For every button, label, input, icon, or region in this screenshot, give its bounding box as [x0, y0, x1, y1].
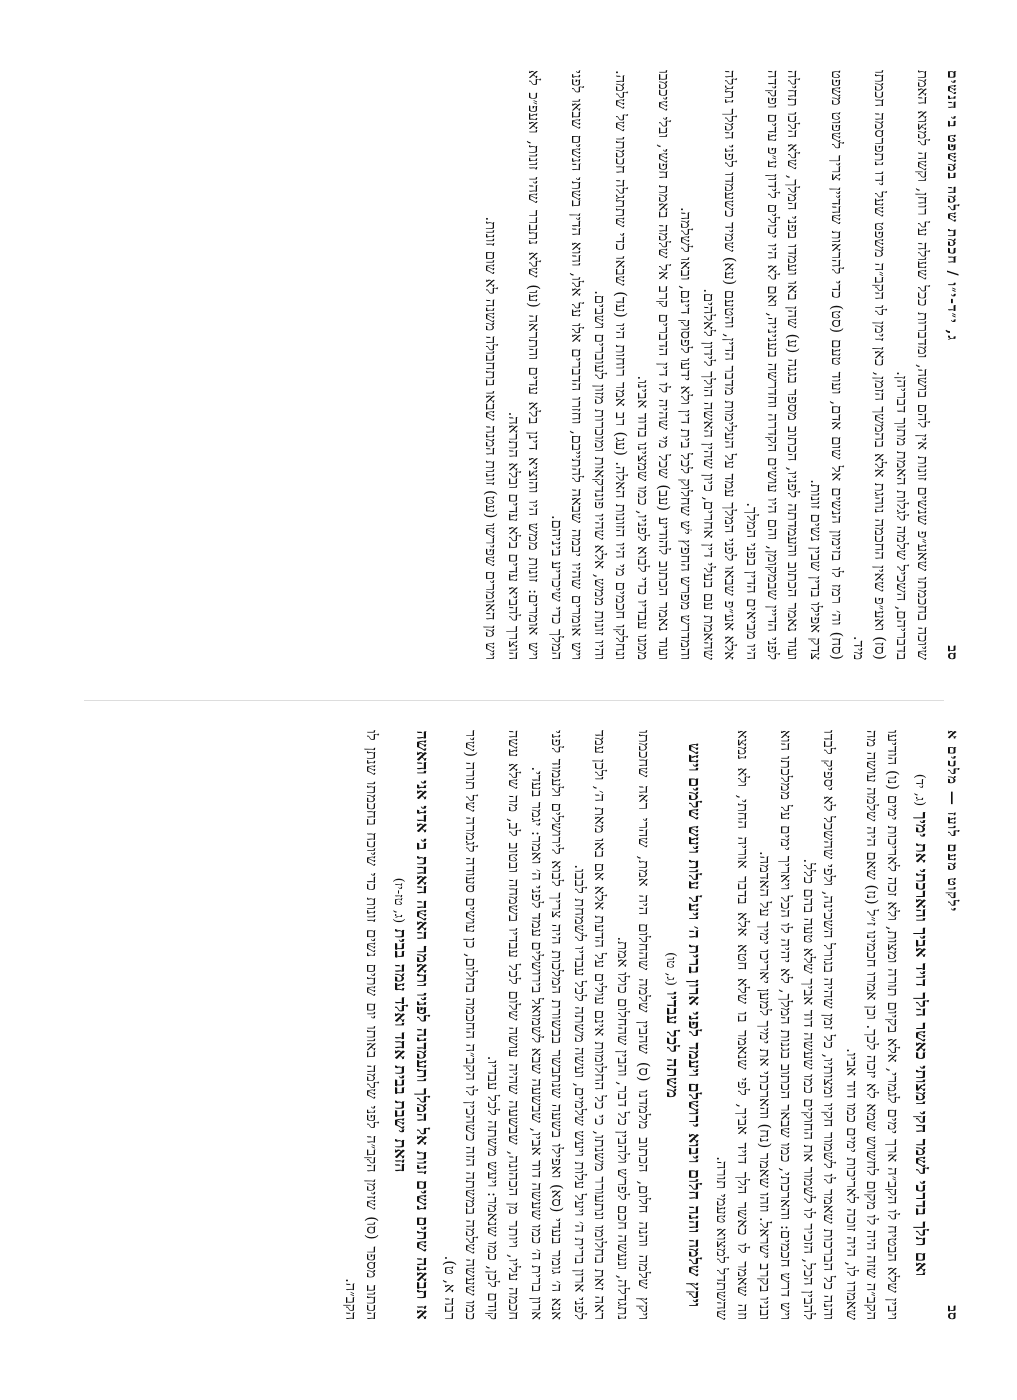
- paragraph: (סז) ואע״פ שאין החכמה נוהגת אלא בהמשך הזמן, כאן זימן לו הקב״ה משפט שעל ידו נתפרסמה חכמתו מיד.: [849, 70, 888, 660]
- right-page: [52, 730, 962, 1320]
- paragraph: ועוד נאמר הכתוב והעמדתה לפניו, הכתוב מספר בגנה (ע) שהן באו ועמדו בפני המלך, שלא הלכו תחילה לפני הדיין שבמקומן, והם היו עושים הקדרה וחדרשה בעניניה, ואם לא היו יכולים לידון ע״פ עדים ופקידה היו מביאים הדין בפני המלך.: [742, 70, 801, 660]
- paragraph: ויקץ שלמה והנה חלום, הכתוב מלמדנו (ס) שהבין שלמה שהחלום היה אמת, שהרי ראה שחכמתו נתגדלה, ונעשה חכם לפרש ולהבין כל דבר, והבין שהחלום כולו אמת.: [613, 730, 652, 1320]
- paragraph: ויבין שלא הבטיח לו הקב״ה ארך ימים לגמרי, אלא בקיום תורה ומצות, ולא זכה לאריכות ימים (נו) הודיעו הקב״ה שזה היה לו מקום לחשוש שמא לא יזכה לכך. וכן אמרו חכמינו ז״ל (נז) שאם היה שלמה עושה מה שאמרו לו, היה זוכה לאריכות ימים כמו דוד אביו.: [842, 730, 901, 1320]
- paragraph: הכתוב מספר (סו) שזימן הקב״ה לפני שלמה באותו יום שתים נשים זונות כדי שיוכח בחכמתו שנתן לו הקב״ה.: [341, 730, 380, 1320]
- paragraph: אלא אע״פ שבאו לפני המלך עמד על העלימות מדבר הדין, והטעם (עא) שמיד כשעמדו לפני המלך נתגלה שהאמת עם בעלי דין אחרים, כיון שהין האשה הולך לידון לאלהים.: [699, 70, 738, 660]
- paragraph: והמדרש מפרש החפץ ישׁ שחלוק לכל בית דין ולא ידעו לפסוק דינם, ובאו לשלמה.: [676, 206, 694, 660]
- verse-text: ואם תלך בדרכי לשמר חקי ומצותי כאשר הלך דויד אביך והארכתי את ימיך: [911, 811, 931, 1277]
- left-page-header: [940, 70, 962, 660]
- paragraph: (סח) וה׳ רמז לו בזימון הנשים אל שום אדם, ועוד טעם (סט) כדי להראות שהדיין צריך לשפוט משפט צדק אפילו בדין שבין נשים זונות.: [806, 70, 845, 660]
- paragraph: חכמה עליו, ויותר מן הכהונה, שבשעה שהיה עושה שלום לכל עבדיו בשמחה ובטוב לב, מה שלא עשה קודם לכן, כמו שנאמר: ויעש משתה לכל עבדיו.: [484, 730, 522, 1320]
- paragraph: כמו שעשה שלמה במשתה הזה כשהכין לו הקב״ה החכמה בחלום, כן עושים סעודה לגמרה של תורה (שיר רבה א, ט).: [440, 730, 479, 1320]
- gutter: [84, 700, 944, 701]
- verse-text: ויקץ שלמה והנה חלום ויבוא ירושלם ויעמד לפני ארון ברית ה׳ ויעל עלות ויעש שלמים ויעש משתה לכל עבדיו: [662, 742, 704, 1308]
- right-page-title: ילקוט מעם לועז — מלכים א: [943, 730, 960, 913]
- left-page: [52, 70, 962, 660]
- verse-source: (ג, טו): [662, 952, 678, 986]
- paragraph: שיוכה בחכמתו שאע״פ שנשים זונות אין להם בושה, ומדברות ככל שעולה על רוחן, וקשה למצוא האמת בדבריהם, השכיל שלמה לגלות האמת מתוך דבריהן.: [892, 70, 931, 660]
- paragraph: ונחלקו חכמים מי היו הזונות האלה. (עג) רב אמר רוחות היו (עד) שבאו כדי שתתגלה חכמתו של שלמה. והיו זונות ממש, אלא שהיו פונדקאות ומוכרות מזון לעוברים ושבים.: [590, 70, 629, 660]
- paragraph: וזה שאמר לו כאשר הלך דויד אביך, לפי שנאמר בו שלא חטא אלא בדבר אוריה החתי, ולא נמצא שהשתדל למצוא טעמי תורה.: [712, 730, 751, 1320]
- paragraph: ועוד נאמר הכתוב להודיע (עב) שכל מי שהיה לו דין הדברים קרב אל שלמה באמת חפשי, ובלי שיכמבו ממנו עבדיו כדי לבוא לפניו, כמו שמצינו בדוד אבינו.: [633, 70, 672, 660]
- left-page-number: סב: [943, 645, 960, 660]
- right-page-header: [940, 730, 962, 1320]
- book-spread: [34, 40, 984, 1360]
- left-page-title: ג, י״ד-י״ו / חכמת שלמה במשפט בי הנשים: [943, 70, 960, 341]
- verse-heading: [386, 730, 432, 1320]
- paragraph: ויש דרש חכמים: והארכתי, כמו שבאר הכתוב בגנות המלך, לא יהיה לו הכל ויאריך ימים על ממלכתו הוא ובניו בקרב ישראל. וזהו שאמר (נח) והארכתי את ימיך למען יאריכו ימיך על האדמה.: [755, 730, 794, 1320]
- right-page-number: סב: [943, 1305, 960, 1320]
- paragraph: ויש מן האומרים שפירשו (עט) זונות המנה שבאו בתחבולה משנה לא שום זונות.: [481, 216, 499, 660]
- paragraph: אנא ה׳ גומר בעדי (סא) ואפילו בשעה שנתבשר בבשורת המלכות היה צריך לבוא לירושלים ולעמוד לפני ארון ברית ה׳ כמו שעשה דוד אביו, שבשעה שבא לשמואל בירושלים עמד לפני ה׳ ואמר: יגמר בעדי.: [527, 730, 565, 1320]
- paragraph: ראה זאת בחלומו ונתעורר משנתו, כי כל החלומות אינם עולים על הדעת אלא אם באו מאת ה׳, ולכן עמד לפני ארון ברית ה׳ ויעל עלות ויעש שלמים, ועשה משתה לכל עבדיו לשמחת לבבו.: [570, 730, 608, 1320]
- verse-source: (ג, טז-יז): [390, 877, 406, 924]
- verse-heading: [658, 730, 704, 1320]
- paragraph: ויש אומרים: זונות ממש היו והוציא דינן בלא עדים והתראה (עו) שלא נתברר שהיו זונות, ואעפ״כ לא הוצרך להביא עדים בלא עדים ובלא התראה.: [504, 70, 542, 660]
- paragraph: ויש אומרים שהיו יבמה שבאה להתייבם, וחזרו הדברים אלו על אלו, והוא הדין בשתי הנשים שבאו לפני המלך כדי שיכריע ביניהם.: [547, 70, 585, 660]
- verse-source: (ג, יד): [911, 773, 927, 807]
- verse-text: אז תבאנה שתים נשים זנות אל המלך ותעמדנה לפניו ותאמר האשה האחת בי אדני אני והאשה הזאת ישבת בבית אחד ואלד עמה בבית: [390, 730, 432, 1320]
- rotated-spread: [34, 40, 984, 1360]
- paragraph: והנה כל הברכות שאמר לו לשמור חקיו ומצותיו, כל זמן שהיה בגורל השכינה, ולפי שהשכל לא יספיק לבדו להבין הכל, הזכיר לו לשמור את החוקים כמו שעשה דוד אביך שלא טעה בהם כלל.: [799, 730, 837, 1320]
- verse-heading: [908, 730, 932, 1320]
